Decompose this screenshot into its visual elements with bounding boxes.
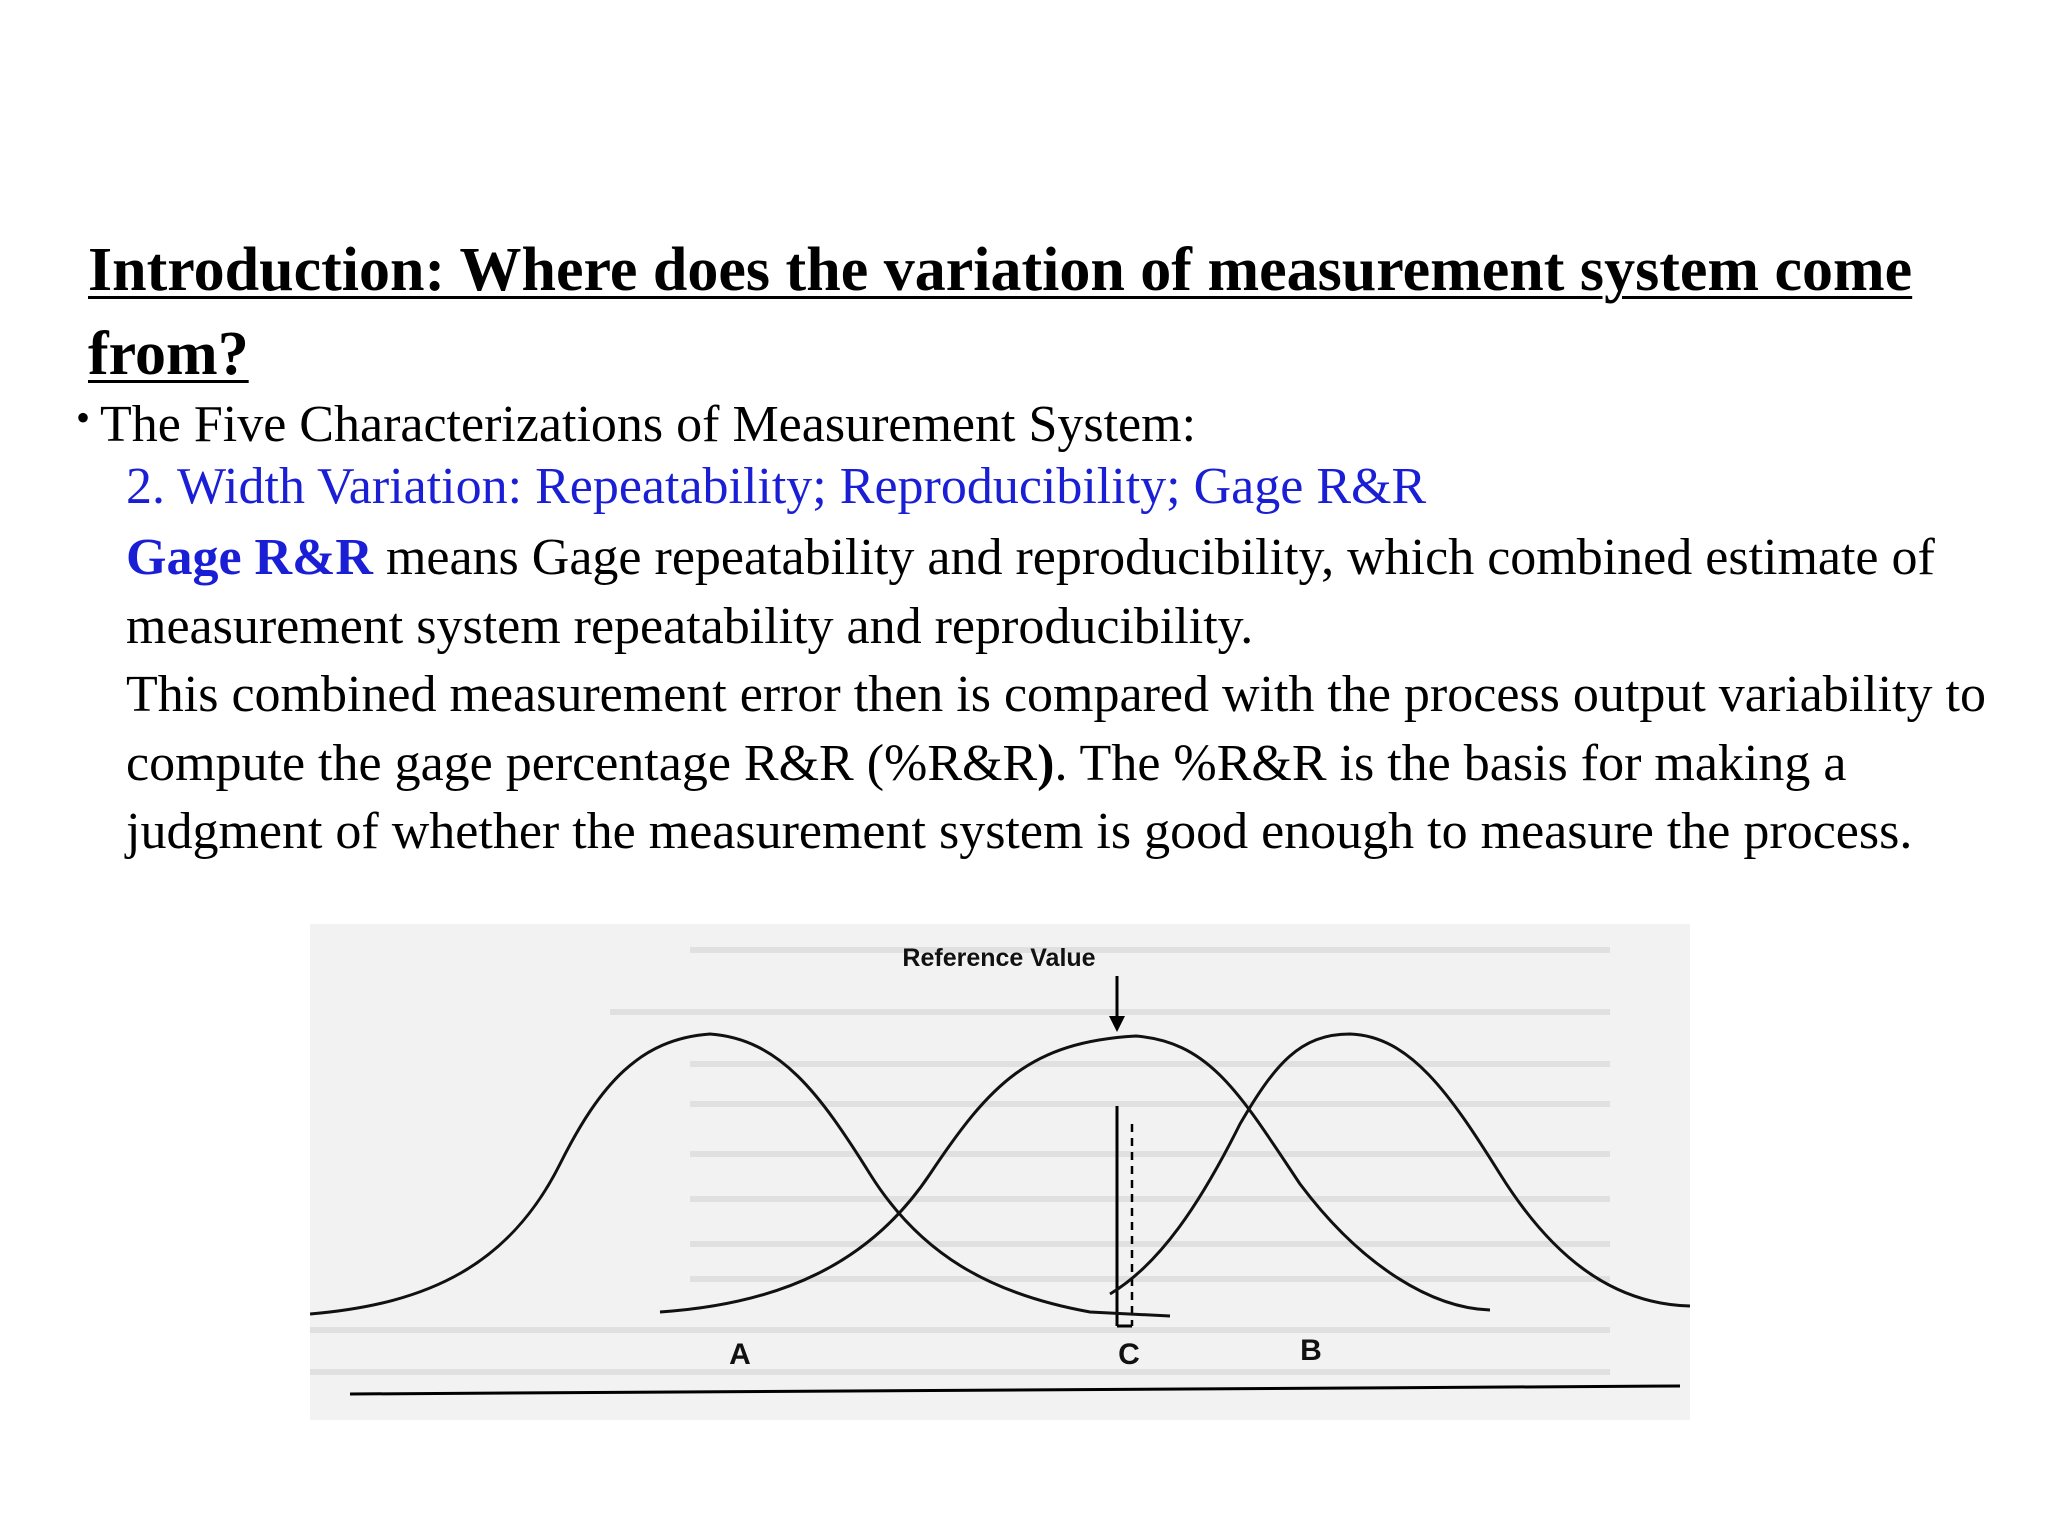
curve-label-c: C [1118,1338,1140,1371]
slide-title: Introduction: Where does the variation of measurement system come from? [88,236,1913,388]
distribution-diagram [310,924,1690,1420]
curve-label-a: A [729,1338,751,1371]
distribution-figure [310,924,1690,1420]
baseline-axis [350,1386,1680,1394]
curve-a [310,1034,1170,1316]
curve-label-b: B [1300,1334,1322,1367]
paragraph-2-start: This combined measurement error then is compared with the process output variability to compute the gage percentage R&R (%R&R [126,666,1986,792]
bullet-dot-icon: • [76,395,91,440]
bullet-item [76,386,1196,457]
reference-arrow-icon [1109,1016,1125,1032]
curve-c [660,1036,1490,1312]
scan-texture [310,950,1610,1372]
body-paragraph [126,524,2026,867]
curve-b [1110,1034,1690,1306]
term-gage-rr: Gage R&R [126,529,373,586]
reference-value-label: Reference Value [902,944,1096,972]
paragraph-2-end: . The %R&R is the basis for making a judgment of whether the measurement system is good enough to measure the process. [126,734,1913,861]
subheading-width-variation: 2. Width Variation: Repeatability; Reproducibility; Gage R&R [126,458,1427,515]
paragraph-2-paren: ) [1037,734,1055,792]
bullet-text: The Five Characterizations of Measurement System: [100,396,1197,453]
paragraph-1-rest: means Gage repeatability and reproducibility, which combined estimate of measurement system repeatability and reproducibility. [126,529,1935,655]
